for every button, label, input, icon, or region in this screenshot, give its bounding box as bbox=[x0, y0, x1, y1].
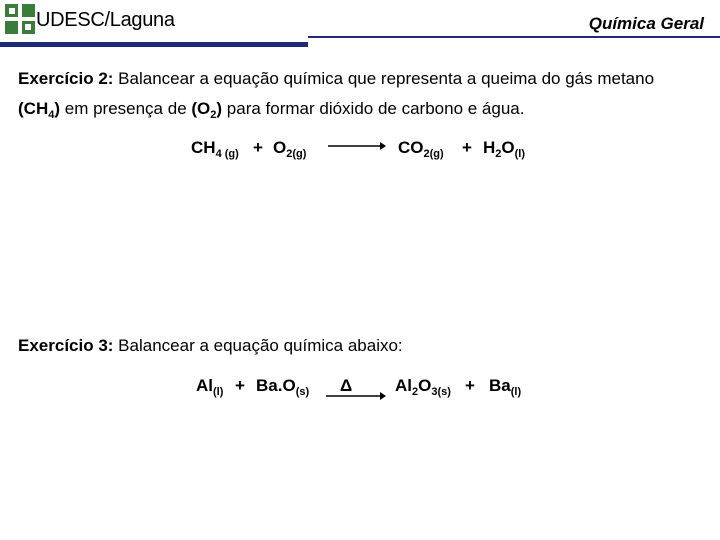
eq2-product-h2o: $H_2O_{(l)}$ bbox=[483, 138, 526, 160]
eq2-plus-2: + bbox=[462, 138, 472, 157]
eq3-product-ba: $Ba_{(l)}$ bbox=[489, 376, 522, 398]
formula-o2-close: ) bbox=[216, 99, 223, 118]
formula-o2-open: (O bbox=[191, 99, 211, 118]
eq3-reactant-al: $Al_{(l)}$ bbox=[196, 376, 224, 398]
exercise-3-label: Exercício 3: bbox=[18, 336, 114, 355]
header-rule-top bbox=[308, 36, 720, 38]
eq3-plus-2: + bbox=[465, 376, 475, 395]
exercise-2-text-a: Balancear a equação química que representa a queima do gás metano bbox=[113, 69, 655, 88]
eq2-reaction-arrow-icon bbox=[328, 140, 386, 152]
eq3-product-al2o3: $Al_2O_{3(s)}$ bbox=[395, 376, 451, 398]
header-rule-bottom bbox=[0, 42, 308, 47]
eq2-product-co2: $CO_{2(g)}$ bbox=[398, 138, 444, 160]
exercise-3-text: Balancear a equação química abaixo: bbox=[113, 336, 403, 355]
formula-o2-sub: 2 bbox=[210, 109, 217, 121]
header bbox=[0, 0, 720, 50]
exercise-2-text-b: em presença de bbox=[60, 99, 192, 118]
eq2-reactant-o2: $O_{2(g)}$ bbox=[273, 138, 307, 160]
formula-ch4-open: (CH bbox=[18, 99, 49, 118]
logo-text: UDESC/Laguna bbox=[36, 9, 175, 31]
eq3-plus-1: + bbox=[235, 376, 245, 395]
exercise-2-label: Exercício 2: bbox=[18, 69, 114, 88]
eq2-plus-1: + bbox=[253, 138, 263, 157]
eq3-reactant-bao: $Ba.O_{(s)}$ bbox=[256, 376, 310, 398]
formula-ch4-sub: 4 bbox=[48, 109, 55, 121]
exercise-3-statement bbox=[18, 331, 403, 361]
udesc-logo-icon bbox=[5, 4, 35, 34]
exercise-2-statement bbox=[18, 64, 708, 124]
eq3-reaction-arrow-icon bbox=[326, 390, 386, 402]
eq2-reactant-ch4: $CH_{4 (g)}$ bbox=[191, 138, 239, 160]
formula-ch4-close: ) bbox=[54, 99, 61, 118]
page-title: Química Geral bbox=[588, 14, 704, 33]
exercise-2-text-c: para formar dióxido de carbono e água. bbox=[222, 99, 525, 118]
eq3-heat-symbol: Δ bbox=[340, 376, 353, 395]
